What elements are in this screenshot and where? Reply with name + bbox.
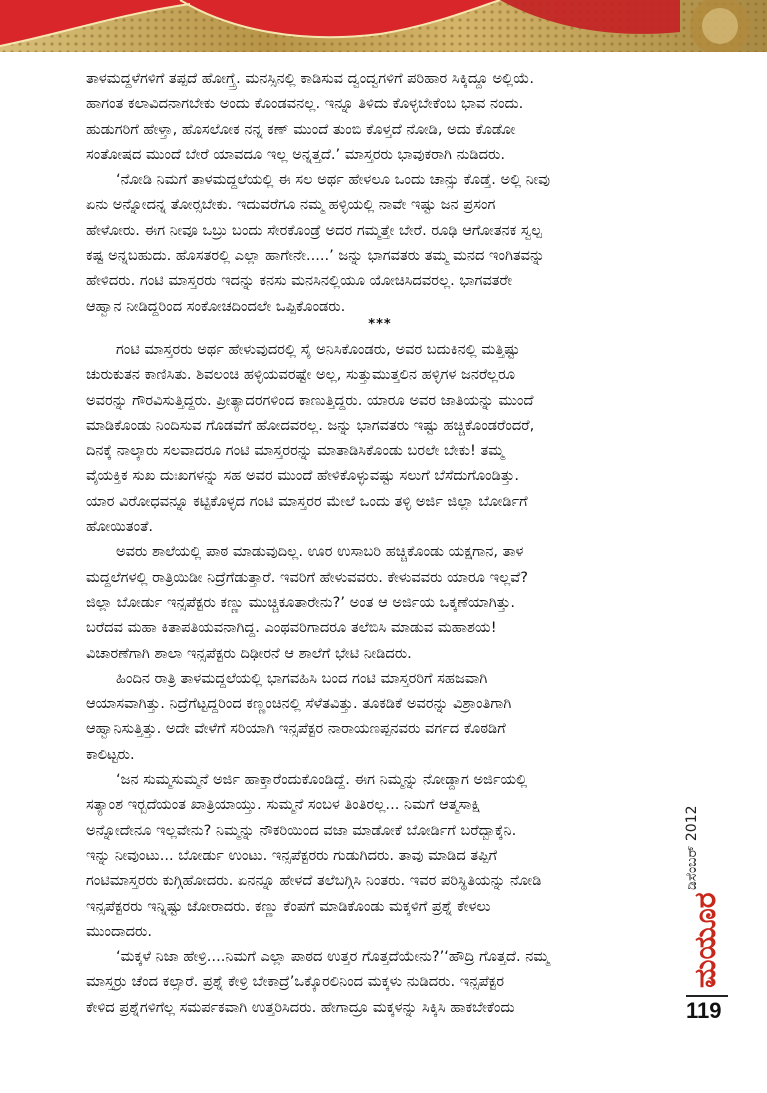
text-line: ಸಂತೋಷದ ಮುಂದೆ ಬೇರೆ ಯಾವದೂ ಇಲ್ಲ ಅನ್ನತ್ತದೆ.’ ಮಾಸ್ತರರು ಭಾವುಕರಾಗಿ ನುಡಿದರು. bbox=[86, 145, 506, 163]
text-line: ಆಯಾಸವಾಗಿತ್ತು. ನಿದ್ರೆಗೆಟ್ಟದ್ದರಿಂದ ಕಣ್ಣಂಚಿನಲ್ಲಿ ಸೆಳೆತವಿತ್ತು. ತೂಕಡಿಕೆ ಅವರನ್ನು ವಿಶ್ರಾಂತಿಗಾಗಿ bbox=[86, 695, 512, 713]
magazine-logo: ಮಯೂರ bbox=[688, 892, 723, 988]
paragraph-6 bbox=[86, 767, 674, 944]
text-line: ಇನ್ಸಪೆಕ್ಟರರು ಇನ್ನಿಷ್ಟು ಜೋರಾದರು. ಕಣ್ಣು ಕೆಂಪಗೆ ಮಾಡಿಕೊಂಡು ಮಕ್ಕಳಿಗೆ ಪ್ರಶ್ನೆ ಕೇಳಲು bbox=[86, 897, 491, 915]
text-line: ಕಷ್ಟ ಅನ್ನಬಹುದು. ಹೊಸತರಲ್ಲಿ ಎಲ್ಲಾ ಹಾಗೇನೇ.....’ ಜನ್ನು ಭಾಗವತರು ತಮ್ಮ ಮನದ ಇಂಗಿತವನ್ನು bbox=[86, 247, 545, 265]
paragraph-2 bbox=[86, 167, 674, 319]
text-line: ಜಿಲ್ಲಾ ಬೋರ್ಡು ಇನ್ಸಪೆಕ್ಟರು ಕಣ್ಣು ಮುಚ್ಚಿಕೂತಾರೇನು?’ ಅಂತ ಆ ಅರ್ಜಿಯ ಒಕ್ಕಣೆಯಾಗಿತ್ತು. bbox=[86, 593, 516, 611]
text-line: ಮದ್ದಲೆಗಳಲ್ಲಿ ರಾತ್ರಿಯಿಡೀ ನಿದ್ರೆಗೆಡುತ್ತಾರೆ. ಇವರಿಗೆ ಹೇಳುವವರು. ಕೇಳುವವರು ಯಾರೂ ಇಲ್ಲವೆ? bbox=[86, 568, 528, 586]
paragraph-7 bbox=[86, 944, 674, 1020]
text-line: ಇನ್ನು ನೀವುಂಟು... ಬೋರ್ಡು ಉಂಟು. ಇನ್ಸಪೆಕ್ಟರರು ಗುಡುಗಿದರು. ತಾವು ಮಾಡಿದ ತಪ್ಪಿಗೆ bbox=[86, 846, 498, 864]
text-line: ಅವರನ್ನು ಗೌರವಿಸುತ್ತಿದ್ದರು. ಪ್ರೀತ್ಯಾದರಗಳಿಂದ ಕಾಣುತ್ತಿದ್ದರು. ಯಾರೂ ಅವರ ಜಾತಿಯನ್ನು ಮುಂದೆ bbox=[86, 391, 534, 409]
decorative-banner bbox=[0, 0, 767, 52]
text-line: ಗಂಟಿಮಾಸ್ತರರು ಕುಗ್ಗಿಹೋದರು. ಏನನ್ನೂ ಹೇಳದೆ ತಲೆಬಗ್ಗಿಸಿ ನಿಂತರು. ಇವರ ಪರಿಸ್ಥಿತಿಯನ್ನು ನೋಡಿ bbox=[86, 872, 542, 890]
text-line: ಕಾಲಿಟ್ಟರು. bbox=[86, 745, 135, 763]
text-line: ದಿನಕ್ಕೆ ನಾಲ್ಕಾರು ಸಲವಾದರೂ ಗಂಟಿ ಮಾಸ್ತರರನ್ನು ಮಾತಾಡಿಸಿಕೊಂಡು ಬರಲೇ ಬೇಕು! ತಮ್ಮ bbox=[86, 442, 505, 460]
paragraph-4 bbox=[86, 539, 674, 665]
text-line: ವಿಚಾರಣೆಗಾಗಿ ಶಾಲಾ ಇನ್ಸಪೆಕ್ಟರು ದಿಢೀರನೆ ಆ ಶಾಲೆಗೆ ಭೇಟಿ ನೀಡಿದರು. bbox=[86, 644, 412, 662]
page-number: 119 bbox=[686, 998, 722, 1023]
text-line: ಹಾಗಂತ ಕಲಾವಿದನಾಗಬೇಕು ಅಂದು ಕೊಂಡವನಲ್ಲ. ಇನ್ನೂ ತಿಳಿದು ಕೊಳ್ಳಬೇಕೆಂಬ ಭಾವ ನಂದು. bbox=[86, 95, 524, 113]
text-line: ಏನು ಅನ್ನೋದನ್ನ ತೋರ್‍ಸಬೇಕು. ಇದುವರೆಗೂ ನಮ್ಮ ಹಳ್ಳಿಯಲ್ಲಿ ನಾವೇ ಇಷ್ಟು ಜನ ಪ್ರಸಂಗ bbox=[86, 196, 496, 214]
text-line: ಆಹ್ವಾನಿಸುತ್ತಿತ್ತು. ಅದೇ ವೇಳೆಗೆ ಸರಿಯಾಗಿ ಇನ್ಸಪೆಕ್ಟರ ನಾರಾಯಣಪ್ಪನವರು ವರ್ಗದ ಕೊಠಡಿಗೆ bbox=[86, 720, 506, 738]
paragraph-1 bbox=[86, 66, 674, 167]
section-separator: *** bbox=[368, 316, 392, 332]
text-line: ‘ನೋಡಿ ನಿಮಗೆ ತಾಳಮದ್ದಲೆಯಲ್ಲಿ ಈ ಸಲ ಅರ್ಥ ಹೇಳಲೂ ಒಂದು ಚಾನ್ಸು ಕೊಡ್ತೆ. ಅಲ್ಲಿ ನೀವು bbox=[116, 171, 550, 189]
issue-date: ಡಿಸೆಂಬರ್ 2012 bbox=[684, 805, 700, 890]
banner-art bbox=[0, 0, 767, 52]
paragraph-5 bbox=[86, 666, 674, 767]
text-line: ‘ಜನ ಸುಮ್ಮಸುಮ್ಮನೆ ಅರ್ಜಿ ಹಾಕ್ತಾರೆಂದುಕೊಂಡಿದ್ದೆ. ಈಗ ನಿಮ್ಮನ್ನು ನೋಡ್ದಾಗ ಅರ್ಜಿಯಲ್ಲಿ bbox=[116, 771, 528, 789]
text-line: ಯಾರ ವಿರೋಧವನ್ನೂ ಕಟ್ಟಿಕೊಳ್ಳದ ಗಂಟಿ ಮಾಸ್ತರರ ಮೇಲೆ ಒಂದು ತಳ್ಳಿ ಅರ್ಜಿ ಜಿಲ್ಲಾ ಬೋರ್ಡಿಗೆ bbox=[86, 492, 528, 510]
text-line: ಮುಂದಾದರು. bbox=[86, 922, 152, 940]
text-line: ಹುಡುಗರಿಗೆ ಹೇಳ್ತಾ, ಹೊಸಲೋಕ ನನ್ನ ಕಣ್ ಮುಂದೆ ತುಂಬಿ ಕೊಳ್ತದೆ ನೋಡಿ, ಅದು ಕೊಡೋ bbox=[86, 120, 516, 138]
page-number-rule bbox=[686, 995, 728, 997]
text-line: ತಾಳಮದ್ದಳೆಗಳಿಗೆ ತಪ್ಪದೆ ಹೋಗ್ತ್ರೆ. ಮನಸ್ಸಿನಲ್ಲಿ ಕಾಡಿಸುವ ದ್ವಂದ್ವಗಳಿಗೆ ಪರಿಹಾರ ಸಿಕ್ಕಿದ್ದೂ ಅಲ್ಲಿಯೆ. bbox=[86, 70, 535, 87]
text-line: ಹೇಳಿದರು. ಗಂಟಿ ಮಾಸ್ತರರು ಇದನ್ನು ಕನಸು ಮನಸಿನಲ್ಲಿಯೂ ಯೋಚಿಸಿದವರಲ್ಲ. ಭಾಗವತರೇ bbox=[86, 272, 513, 290]
paragraph-3 bbox=[86, 337, 674, 539]
text-line: ಸತ್ಯಾಂಶ ಇರ್‍ಬದೆಯಂತ ಖಾತ್ರಿಯಾಯ್ತು. ಸುಮ್ಮನೆ ಸಂಬಳ ತಿಂತಿರಲ್ಲ... ನಿಮಗೆ ಆತ್ಮಸಾಕ್ಷಿ bbox=[86, 796, 481, 814]
text-line: ಮಾಸ್ತರ್‍ರು ಚೆಂದ ಕಲ್ಸಾರೆ. ಪ್ರಶ್ನೆ ಕೇಳ್ರಿ ಬೇಕಾದ್ರೆ’ಒಕ್ಕೊರಲಿನಿಂದ ಮಕ್ಕಳು ನುಡಿದರು. ಇನ್ಸಪೆಕ್ಟರ bbox=[86, 973, 505, 991]
text-line: ಗಂಟಿ ಮಾಸ್ತರರು ಅರ್ಥ ಹೇಳುವುದರಲ್ಲಿ ಸೈ ಅನಿಸಿಕೊಂಡರು, ಅವರ ಬದುಕಿನಲ್ಲಿ ಮತ್ತಿಷ್ಟು bbox=[116, 340, 520, 358]
text-line: ಹೇಳೋರು. ಈಗ ನೀವೂ ಒಬ್ರು ಬಂದು ಸೇರಕೊಂಡ್ರೆ ಅದರ ಗಮ್ಮತ್ತೇ ಬೇರೆ. ರೂಢಿ ಆಗೋತನಕ ಸ್ವಲ್ಪ bbox=[86, 221, 542, 239]
text-line: ಕೇಳಿದ ಪ್ರಶ್ನೆಗಳಿಗೆಲ್ಲ ಸಮರ್ಪಕವಾಗಿ ಉತ್ತರಿಸಿದರು. ಹೇಗಾದ್ರೂ ಮಕ್ಕಳನ್ನು ಸಿಕ್ಕಿಸಿ ಹಾಕಬೇಕೆಂದು bbox=[86, 998, 515, 1016]
text-line: ಬರೆದವ ಮಹಾ ಕಿತಾಪತಿಯವನಾಗಿದ್ದ. ಎಂಥವರಿಗಾದರೂ ತಲೆಬಿಸಿ ಮಾಡುವ ಮಹಾಶಯ! bbox=[86, 619, 497, 637]
text-line: ಆಹ್ವಾನ ನೀಡಿದ್ದರಿಂದ ಸಂಕೋಚದಿಂದಲೇ ಒಪ್ಪಿಕೊಂಡರು. bbox=[86, 297, 346, 315]
text-line: ಅನ್ನೋದೇನೂ ಇಲ್ಲವೇನು? ನಿಮ್ಮನ್ನು ನೌಕರಿಯಿಂದ ವಜಾ ಮಾಡೋಕೆ ಬೋರ್ಡಿಗೆ ಬರೆದ್ಬಾಕ್ಕೆನಿ. bbox=[86, 821, 517, 839]
text-line: ಅವರು ಶಾಲೆಯಲ್ಲಿ ಪಾಠ ಮಾಡುವುದಿಲ್ಲ. ಊರ ಉಸಾಬರಿ ಹಚ್ಚಿಕೊಂಡು ಯಕ್ಷಗಾನ, ತಾಳ bbox=[116, 543, 524, 561]
text-line: ಹಿಂದಿನ ರಾತ್ರಿ ತಾಳಮದ್ದಲೆಯಲ್ಲಿ ಭಾಗವಹಿಸಿ ಬಂದ ಗಂಟಿ ಮಾಸ್ತರರಿಗೆ ಸಹಜವಾಗಿ bbox=[116, 669, 488, 687]
text-line: ಮಾಡಿಕೊಂಡು ನಿಂದಿಸುವ ಗೊಡವೆಗೆ ಹೋದವರಲ್ಲ. ಜನ್ನು ಭಾಗವತರು ಇಷ್ಟು ಹಚ್ಚಿಕೊಂಡರೆಂದರೆ, bbox=[86, 416, 535, 434]
text-line: ಚುರುಕುತನ ಕಾಣಿಸಿತು. ಶಿವಲಂಚಿ ಹಳ್ಳಿಯವರಷ್ಟೇ ಅಲ್ಲ, ಸುತ್ತುಮುತ್ತಲಿನ ಹಳ್ಳಿಗಳ ಜನರೆಲ್ಲರೂ bbox=[86, 366, 516, 384]
text-line: ಹೋಯಿತಂತೆ. bbox=[86, 518, 154, 536]
article-body bbox=[86, 66, 674, 1020]
text-line: ‘ಮಕ್ಕಳೆ ನಿಜಾ ಹೇಳ್ರಿ....ನಿಮಗೆ ಎಲ್ಲಾ ಪಾಠದ ಉತ್ತರ ಗೊತ್ತದೆಯೇನು?’‘ಹೌದ್ರಿ ಗೊತ್ತದೆ. ನಮ್ಮ bbox=[116, 948, 550, 966]
text-line: ವೈಯಕ್ತಿಕ ಸುಖ ದುಃಖಗಳನ್ನು ಸಹ ಅವರ ಮುಂದೆ ಹೇಳಿಕೊಳ್ಳುವಷ್ಟು ಸಲುಗೆ ಬೆಸೆದುಗೊಂಡಿತ್ತು. bbox=[86, 467, 520, 485]
